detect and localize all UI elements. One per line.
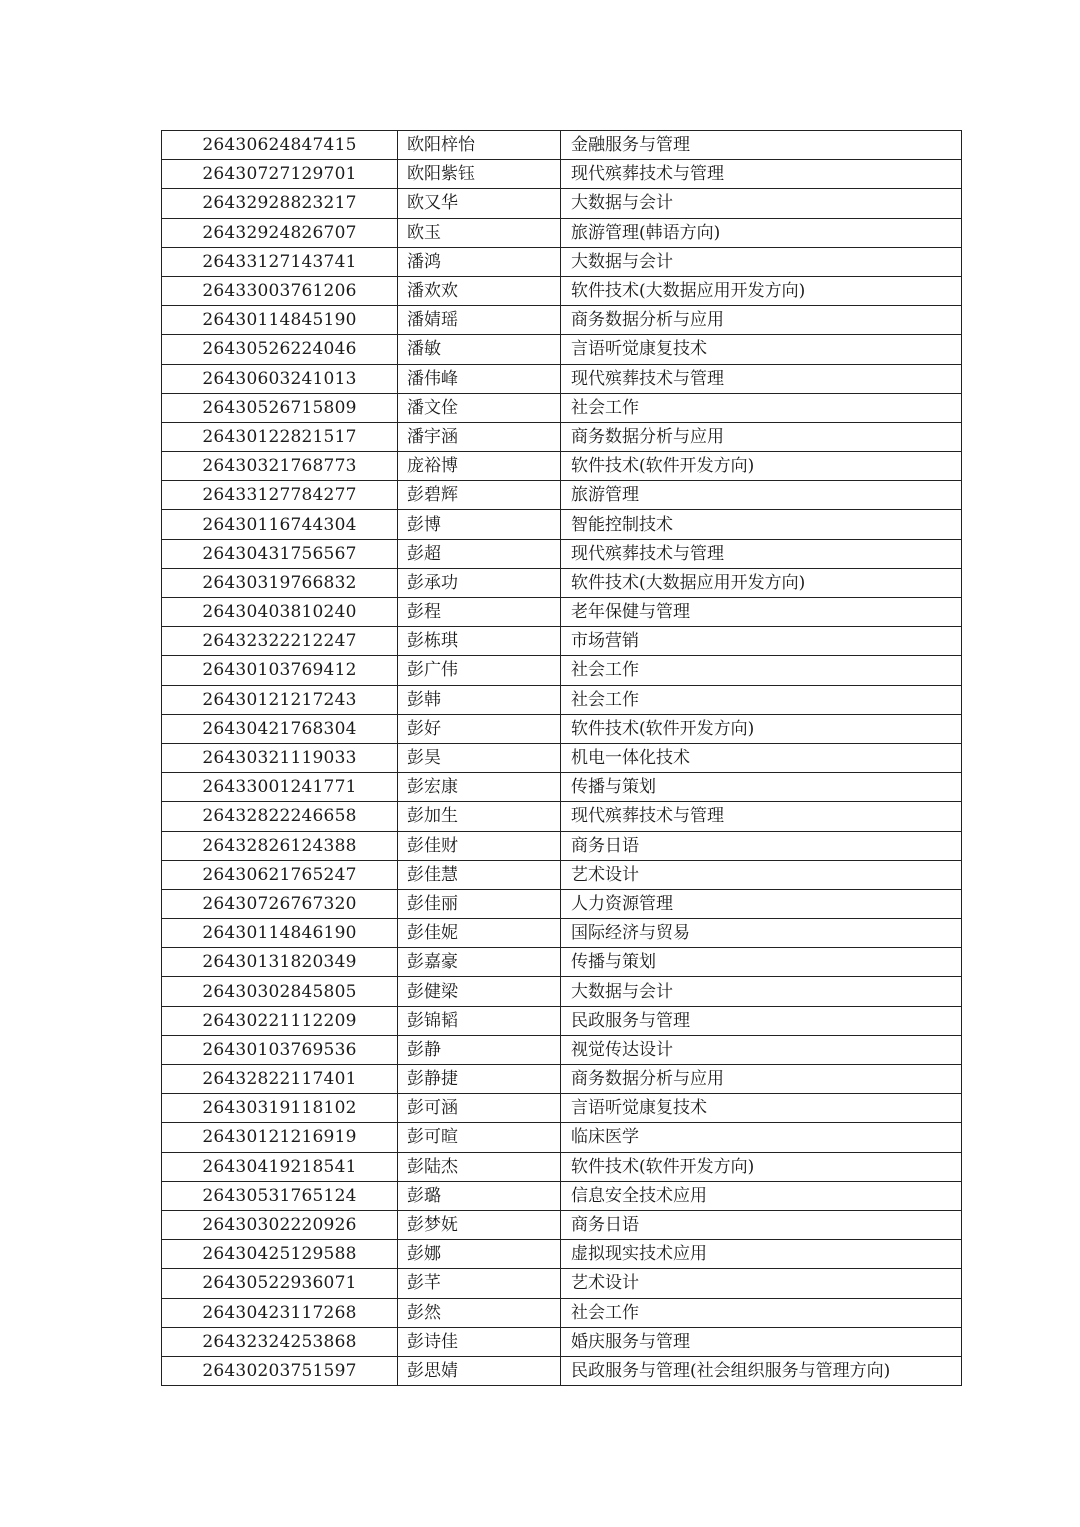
exam-number-cell: 26430419218541 <box>162 1152 398 1181</box>
student-name-cell: 彭佳财 <box>398 831 561 860</box>
major-cell: 金融服务与管理 <box>561 131 962 160</box>
table-row <box>162 364 962 393</box>
exam-number-cell: 26430526715809 <box>162 393 398 422</box>
major-cell: 商务日语 <box>561 1210 962 1239</box>
major-cell: 商务数据分析与应用 <box>561 306 962 335</box>
student-name-cell: 彭静 <box>398 1035 561 1064</box>
student-name-cell: 彭昊 <box>398 743 561 772</box>
table-row <box>162 1152 962 1181</box>
exam-number-cell: 26433127784277 <box>162 481 398 510</box>
student-name-cell: 彭好 <box>398 714 561 743</box>
table-row <box>162 539 962 568</box>
major-cell: 机电一体化技术 <box>561 743 962 772</box>
major-cell: 社会工作 <box>561 1298 962 1327</box>
table-row <box>162 802 962 831</box>
major-cell: 商务数据分析与应用 <box>561 1065 962 1094</box>
exam-number-cell: 26430726767320 <box>162 889 398 918</box>
exam-number-cell: 26430103769412 <box>162 656 398 685</box>
major-cell: 软件技术(软件开发方向) <box>561 1152 962 1181</box>
table-row <box>162 860 962 889</box>
student-name-cell: 彭可涵 <box>398 1094 561 1123</box>
table-row <box>162 1035 962 1064</box>
student-name-cell: 潘伟峰 <box>398 364 561 393</box>
major-cell: 艺术设计 <box>561 860 962 889</box>
major-cell: 婚庆服务与管理 <box>561 1327 962 1356</box>
major-cell: 国际经济与贸易 <box>561 919 962 948</box>
student-name-cell: 欧玉 <box>398 218 561 247</box>
table-row <box>162 743 962 772</box>
exam-number-cell: 26430431756567 <box>162 539 398 568</box>
table-row <box>162 714 962 743</box>
exam-number-cell: 26430423117268 <box>162 1298 398 1327</box>
exam-number-cell: 26432822117401 <box>162 1065 398 1094</box>
student-name-cell: 欧又华 <box>398 189 561 218</box>
major-cell: 大数据与会计 <box>561 977 962 1006</box>
table-row <box>162 1210 962 1239</box>
major-cell: 现代殡葬技术与管理 <box>561 364 962 393</box>
major-cell: 言语听觉康复技术 <box>561 1094 962 1123</box>
table-row <box>162 1269 962 1298</box>
table-row <box>162 1065 962 1094</box>
table-row <box>162 889 962 918</box>
table-row <box>162 247 962 276</box>
student-name-cell: 彭佳丽 <box>398 889 561 918</box>
student-name-cell: 彭可暄 <box>398 1123 561 1152</box>
table-row <box>162 627 962 656</box>
exam-number-cell: 26430121217243 <box>162 685 398 714</box>
exam-number-cell: 26430114846190 <box>162 919 398 948</box>
table-row <box>162 131 962 160</box>
exam-number-cell: 26432928823217 <box>162 189 398 218</box>
exam-number-cell: 26430114845190 <box>162 306 398 335</box>
admission-roster-table <box>161 130 962 1386</box>
table-row <box>162 1356 962 1385</box>
exam-number-cell: 26430522936071 <box>162 1269 398 1298</box>
major-cell: 艺术设计 <box>561 1269 962 1298</box>
major-cell: 软件技术(大数据应用开发方向) <box>561 568 962 597</box>
major-cell: 现代殡葬技术与管理 <box>561 802 962 831</box>
major-cell: 视觉传达设计 <box>561 1035 962 1064</box>
student-name-cell: 彭广伟 <box>398 656 561 685</box>
exam-number-cell: 26430122821517 <box>162 422 398 451</box>
table-row <box>162 1094 962 1123</box>
major-cell: 临床医学 <box>561 1123 962 1152</box>
major-cell: 大数据与会计 <box>561 247 962 276</box>
table-row <box>162 656 962 685</box>
student-name-cell: 彭栋琪 <box>398 627 561 656</box>
exam-number-cell: 26432322212247 <box>162 627 398 656</box>
table-row <box>162 422 962 451</box>
major-cell: 商务数据分析与应用 <box>561 422 962 451</box>
major-cell: 旅游管理 <box>561 481 962 510</box>
student-name-cell: 彭佳妮 <box>398 919 561 948</box>
exam-number-cell: 26430302220926 <box>162 1210 398 1239</box>
student-name-cell: 潘文佺 <box>398 393 561 422</box>
major-cell: 智能控制技术 <box>561 510 962 539</box>
table-row <box>162 1006 962 1035</box>
student-name-cell: 彭嘉豪 <box>398 948 561 977</box>
student-name-cell: 彭韩 <box>398 685 561 714</box>
table-row <box>162 481 962 510</box>
student-name-cell: 彭然 <box>398 1298 561 1327</box>
exam-number-cell: 26430421768304 <box>162 714 398 743</box>
student-name-cell: 彭碧辉 <box>398 481 561 510</box>
table-row <box>162 1298 962 1327</box>
major-cell: 市场营销 <box>561 627 962 656</box>
roster-sheet <box>161 130 961 1386</box>
table-row <box>162 831 962 860</box>
exam-number-cell: 26430103769536 <box>162 1035 398 1064</box>
major-cell: 老年保健与管理 <box>561 598 962 627</box>
exam-number-cell: 26430624847415 <box>162 131 398 160</box>
major-cell: 商务日语 <box>561 831 962 860</box>
exam-number-cell: 26430116744304 <box>162 510 398 539</box>
table-row <box>162 452 962 481</box>
exam-number-cell: 26433001241771 <box>162 773 398 802</box>
student-name-cell: 彭芊 <box>398 1269 561 1298</box>
student-name-cell: 彭博 <box>398 510 561 539</box>
major-cell: 社会工作 <box>561 656 962 685</box>
student-name-cell: 彭陆杰 <box>398 1152 561 1181</box>
student-name-cell: 彭程 <box>398 598 561 627</box>
table-row <box>162 218 962 247</box>
exam-number-cell: 26430403810240 <box>162 598 398 627</box>
major-cell: 现代殡葬技术与管理 <box>561 539 962 568</box>
student-name-cell: 潘鸿 <box>398 247 561 276</box>
student-name-cell: 彭诗佳 <box>398 1327 561 1356</box>
exam-number-cell: 26430526224046 <box>162 335 398 364</box>
table-row <box>162 1240 962 1269</box>
table-row <box>162 306 962 335</box>
major-cell: 软件技术(大数据应用开发方向) <box>561 276 962 305</box>
major-cell: 大数据与会计 <box>561 189 962 218</box>
student-name-cell: 彭锦韬 <box>398 1006 561 1035</box>
exam-number-cell: 26430321119033 <box>162 743 398 772</box>
student-name-cell: 彭健梁 <box>398 977 561 1006</box>
student-name-cell: 彭璐 <box>398 1181 561 1210</box>
table-row <box>162 335 962 364</box>
table-row <box>162 773 962 802</box>
student-name-cell: 彭加生 <box>398 802 561 831</box>
table-row <box>162 977 962 1006</box>
exam-number-cell: 26430425129588 <box>162 1240 398 1269</box>
table-row <box>162 948 962 977</box>
major-cell: 现代殡葬技术与管理 <box>561 160 962 189</box>
exam-number-cell: 26430319118102 <box>162 1094 398 1123</box>
table-row <box>162 1123 962 1152</box>
exam-number-cell: 26430603241013 <box>162 364 398 393</box>
table-row <box>162 510 962 539</box>
major-cell: 传播与策划 <box>561 948 962 977</box>
student-name-cell: 潘宇涵 <box>398 422 561 451</box>
exam-number-cell: 26430531765124 <box>162 1181 398 1210</box>
student-name-cell: 潘欢欢 <box>398 276 561 305</box>
table-row <box>162 598 962 627</box>
student-name-cell: 彭佳慧 <box>398 860 561 889</box>
exam-number-cell: 26432924826707 <box>162 218 398 247</box>
table-row <box>162 1327 962 1356</box>
table-row <box>162 568 962 597</box>
major-cell: 传播与策划 <box>561 773 962 802</box>
exam-number-cell: 26430121216919 <box>162 1123 398 1152</box>
major-cell: 人力资源管理 <box>561 889 962 918</box>
table-row <box>162 393 962 422</box>
table-row <box>162 189 962 218</box>
student-name-cell: 潘敏 <box>398 335 561 364</box>
exam-number-cell: 26430621765247 <box>162 860 398 889</box>
exam-number-cell: 26432826124388 <box>162 831 398 860</box>
student-name-cell: 彭超 <box>398 539 561 568</box>
major-cell: 社会工作 <box>561 685 962 714</box>
student-name-cell: 欧阳梓怡 <box>398 131 561 160</box>
major-cell: 虚拟现实技术应用 <box>561 1240 962 1269</box>
student-name-cell: 潘婧瑶 <box>398 306 561 335</box>
student-name-cell: 彭娜 <box>398 1240 561 1269</box>
student-name-cell: 彭思婧 <box>398 1356 561 1385</box>
roster-table-body <box>162 131 962 1386</box>
major-cell: 软件技术(软件开发方向) <box>561 452 962 481</box>
exam-number-cell: 26430319766832 <box>162 568 398 597</box>
exam-number-cell: 26430131820349 <box>162 948 398 977</box>
table-row <box>162 919 962 948</box>
student-name-cell: 彭静捷 <box>398 1065 561 1094</box>
table-row <box>162 276 962 305</box>
major-cell: 言语听觉康复技术 <box>561 335 962 364</box>
student-name-cell: 欧阳紫钰 <box>398 160 561 189</box>
major-cell: 社会工作 <box>561 393 962 422</box>
exam-number-cell: 26430221112209 <box>162 1006 398 1035</box>
exam-number-cell: 26433003761206 <box>162 276 398 305</box>
student-name-cell: 庞裕博 <box>398 452 561 481</box>
table-row <box>162 685 962 714</box>
major-cell: 信息安全技术应用 <box>561 1181 962 1210</box>
major-cell: 民政服务与管理 <box>561 1006 962 1035</box>
major-cell: 民政服务与管理(社会组织服务与管理方向) <box>561 1356 962 1385</box>
exam-number-cell: 26430203751597 <box>162 1356 398 1385</box>
exam-number-cell: 26430727129701 <box>162 160 398 189</box>
major-cell: 旅游管理(韩语方向) <box>561 218 962 247</box>
table-row <box>162 1181 962 1210</box>
student-name-cell: 彭梦妩 <box>398 1210 561 1239</box>
exam-number-cell: 26432822246658 <box>162 802 398 831</box>
major-cell: 软件技术(软件开发方向) <box>561 714 962 743</box>
exam-number-cell: 26433127143741 <box>162 247 398 276</box>
student-name-cell: 彭宏康 <box>398 773 561 802</box>
exam-number-cell: 26432324253868 <box>162 1327 398 1356</box>
student-name-cell: 彭承功 <box>398 568 561 597</box>
exam-number-cell: 26430321768773 <box>162 452 398 481</box>
exam-number-cell: 26430302845805 <box>162 977 398 1006</box>
table-row <box>162 160 962 189</box>
